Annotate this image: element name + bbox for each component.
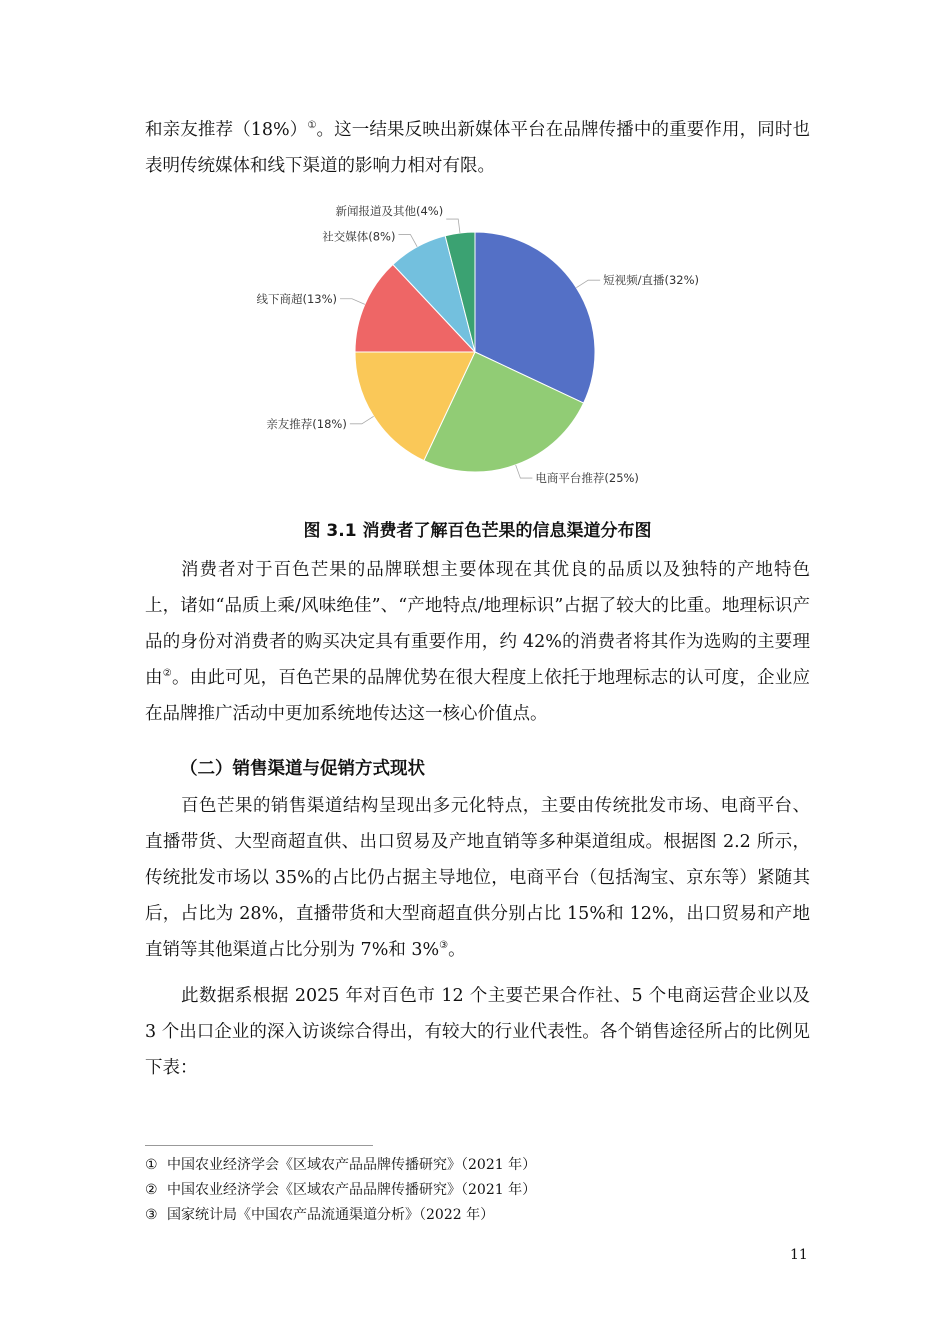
footnote-list xyxy=(145,1153,810,1228)
body-paragraph-2 xyxy=(145,552,810,732)
pie-slice-label: 线下商超(13%) xyxy=(256,291,338,306)
body-paragraph-4: 此数据系根据 2025 年对百色市 12 个主要芒果合作社、5 个电商运营企业以及 3 个出口企业的深入访谈综合得出，有较大的行业代表性。各个销售途径所占的比例见下表： xyxy=(145,986,810,1078)
para2-text-rest: 。由此可见，百色芒果的品牌优势在很大程度上依托于地理标志的认可度，企业应在品牌推广活动中更加系统地传达这一核心价值点。 xyxy=(145,668,811,724)
para2-text: 消费者对于百色芒果的品牌联想主要体现在其优良的品质以及独特的产地特色上，诸如“品质上乘/风味绝佳”、“产地特点/地理标识”占据了较大的比重。地理标识产品的身份对消费者的购买决定具有重要作用，约 42%的消费者将其作为选购的主要理由 xyxy=(145,560,810,688)
footnote-divider xyxy=(145,1145,373,1146)
pie-leader-line xyxy=(340,299,365,305)
footnote-text: 国家统计局《中国农产品流通渠道分析》（2022 年） xyxy=(167,1207,495,1223)
pie-slice-label: 新闻报道及其他(4%) xyxy=(335,205,444,219)
pie-slice-label: 社交媒体(8%) xyxy=(322,229,396,244)
footnote-text: 中国农业经济学会《区域农产品品牌传播研究》（2021 年） xyxy=(167,1157,537,1173)
footnote-item xyxy=(145,1203,810,1228)
footnote-ref-1[interactable]: ① xyxy=(307,120,317,132)
footnote-mark: ③ xyxy=(145,1207,158,1223)
body-paragraph-3 xyxy=(145,788,810,968)
footnote-text: 中国农业经济学会《区域农产品品牌传播研究》（2021 年） xyxy=(167,1182,537,1198)
pie-slice-label: 电商平台推荐(25%) xyxy=(535,471,639,486)
para3-text-rest: 。 xyxy=(448,940,466,960)
footnote-ref-2[interactable]: ② xyxy=(162,668,172,680)
pie-leader-line xyxy=(576,280,600,288)
pie-slice-label: 短视频/直播(32%) xyxy=(603,273,700,288)
section-heading: （二）销售渠道与促销方式现状 xyxy=(180,759,425,779)
footnote-item xyxy=(145,1153,810,1178)
footnote-mark: ① xyxy=(145,1157,158,1173)
pie-leader-line xyxy=(516,465,533,478)
intro-text-rest: 。这一结果反映出新媒体平台在品牌传播中的重要作用，同时也表明传统媒体和线下渠道的影响力相对有限。 xyxy=(145,120,810,176)
figure-caption: 图 3.1 消费者了解百色芒果的信息渠道分布图 xyxy=(303,521,652,541)
pie-slice-label: 亲友推荐(18%) xyxy=(266,416,347,431)
pie-leader-line xyxy=(398,235,417,247)
footnote-mark: ② xyxy=(145,1182,158,1198)
footnote-ref-3[interactable]: ③ xyxy=(439,940,449,952)
page-number: 11 xyxy=(790,1247,808,1263)
intro-paragraph xyxy=(145,112,810,184)
pie-chart xyxy=(250,205,710,495)
footnote-item xyxy=(145,1178,810,1203)
pie-leader-line xyxy=(350,416,374,424)
pie-leader-line xyxy=(446,219,460,233)
para3-text: 百色芒果的销售渠道结构呈现出多元化特点，主要由传统批发市场、电商平台、直播带货、大型商超直供、出口贸易及产地直销等多种渠道组成。根据图 2.2 所示，传统批发市场以 35%的占比仍占据主导地位，电商平台（包括淘宝、京东等）紧随其后，占比为 28%，直播带货和大型商超直供分别占比 15%和 12%，出口贸易和产地直销等其他渠道占比分别为 7%和 3% xyxy=(145,796,810,960)
intro-text: 和亲友推荐（18%） xyxy=(145,120,308,140)
